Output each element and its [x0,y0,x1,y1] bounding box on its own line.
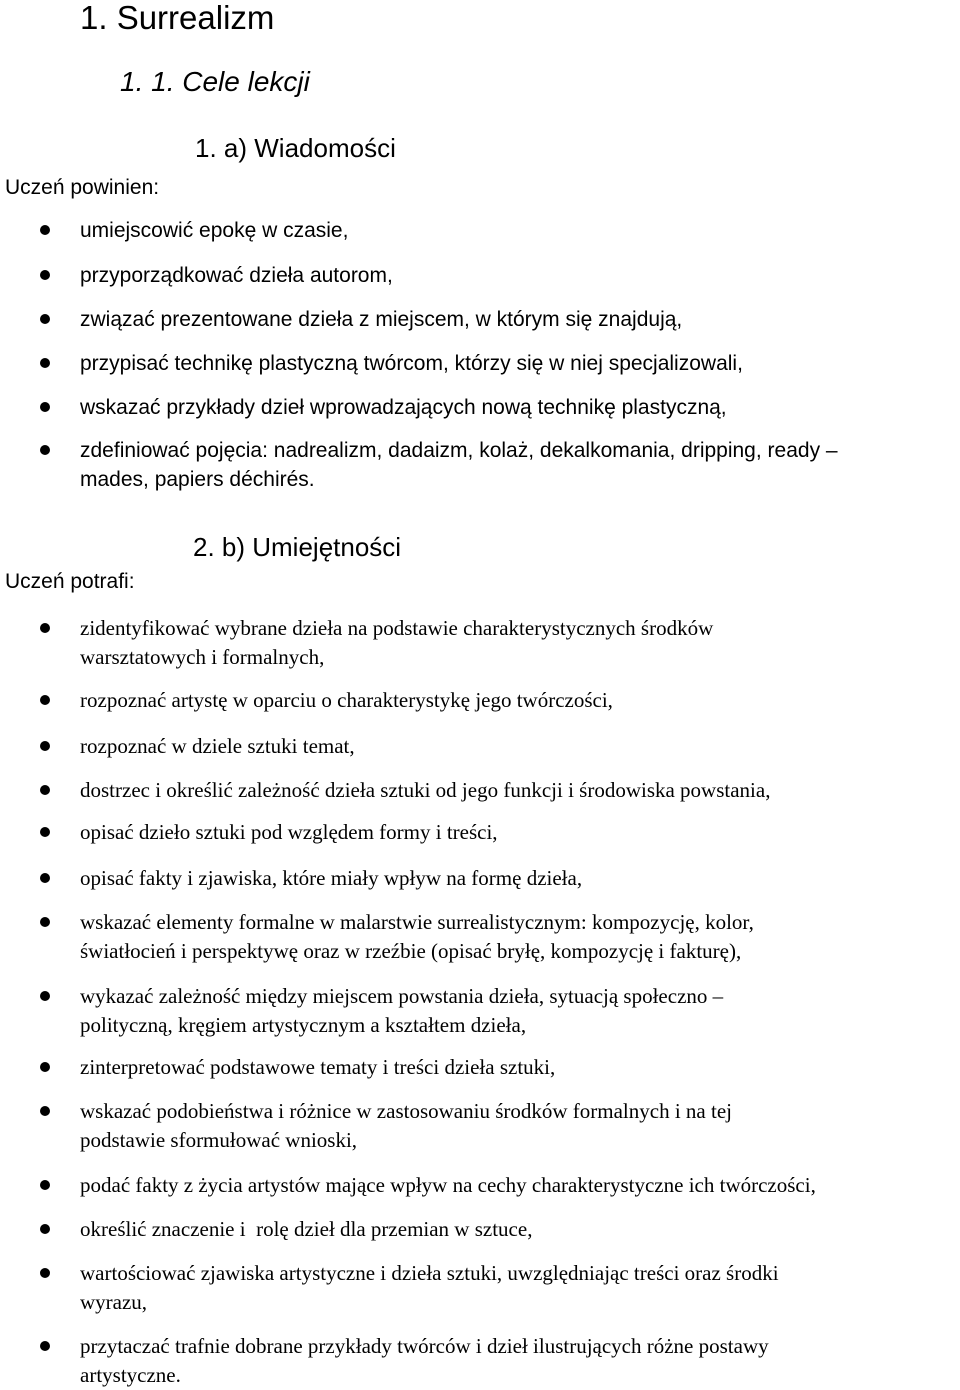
list-item-text: zdefiniować pojęcia: nadrealizm, dadaizm, kolaż, dekalkomania, dripping, ready – [80,439,838,462]
list-item-text: wyrazu, [80,1290,148,1314]
list-item-text: zinterpretować podstawowe tematy i treści dzieła sztuki, [80,1055,556,1079]
bullet-icon [40,1224,50,1234]
list-item-text: umiejscowić epokę w czasie, [80,219,349,242]
lesson-goals-subheading: 1. 1. Cele lekcji [120,66,310,97]
bullet-icon [40,623,50,633]
bullet-icon [40,991,50,1001]
list-item-text: podać fakty z życia artystów mające wpływ na cechy charakterystyczne ich twórczości, [80,1173,816,1197]
list-item-text: wskazać podobieństwa i różnice w zastosowaniu środków formalnych i na tej [80,1099,732,1123]
list-item-text: światłocień i perspektywę oraz w rzeźbie (opisać bryłę, kompozycję i fakturę), [80,939,742,963]
section-knowledge-intro: Uczeń powinien: [5,176,160,199]
document-heading: 1. Surrealizm [80,0,275,36]
bullet-icon [40,695,50,705]
bullet-icon [40,270,50,280]
list-item-text: zidentyfikować wybrane dzieła na podstawie charakterystycznych środków [80,616,714,640]
list-item-text: podstawie sformułować wnioski, [80,1128,358,1152]
list-item-text: polityczną, kręgiem artystycznym a kształtem dzieła, [80,1013,527,1037]
list-item-text: przyporządkować dzieła autorom, [80,264,393,287]
bullet-icon [40,741,50,751]
list-item-text: przytaczać trafnie dobrane przykłady twórców i dzieł ilustrujących różne postawy [80,1334,769,1358]
bullet-icon [40,1062,50,1072]
list-item-text: związać prezentowane dzieła z miejscem, w którym się znajdują, [80,308,683,331]
bullet-icon [40,445,50,455]
bullet-icon [40,1180,50,1190]
list-item-text: wskazać elementy formalne w malarstwie surrealistycznym: kompozycję, kolor, [80,910,754,934]
list-item-text: opisać fakty i zjawiska, które miały wpływ na formę dzieła, [80,866,583,890]
bullet-icon [40,873,50,883]
list-item-text: artystyczne. [80,1363,181,1387]
list-item-text: rozpoznać w dziele sztuki temat, [80,734,355,758]
list-item-text: wartościować zjawiska artystyczne i dzieła sztuki, uwzględniając treści oraz środki [80,1261,779,1285]
list-item-text: rozpoznać artystę w oparciu o charakterystykę jego twórczości, [80,688,613,712]
list-item-text: wykazać zależność między miejscem powstania dzieła, sytuacją społeczno – [80,984,724,1008]
list-item-text: mades, papiers déchirés. [80,468,315,491]
bullet-icon [40,314,50,324]
bullet-icon [40,225,50,235]
list-item-text: wskazać przykłady dzieł wprowadzających nową technikę plastyczną, [80,396,727,419]
bullet-icon [40,1341,50,1351]
bullet-icon [40,402,50,412]
list-item-text: opisać dzieło sztuki pod względem formy i treści, [80,820,498,844]
section-skills-title: 2. b) Umiejętności [193,532,402,562]
section-skills-intro: Uczeń potrafi: [5,570,135,593]
bullet-icon [40,1268,50,1278]
section-knowledge-title: 1. a) Wiadomości [195,133,396,163]
list-item-text: określić znaczenie i rolę dzieł dla przemian w sztuce, [80,1217,533,1241]
list-item-text: przypisać technikę plastyczną twórcom, którzy się w niej specjalizowali, [80,352,743,375]
bullet-icon [40,917,50,927]
list-item-text: dostrzec i określić zależność dzieła sztuki od jego funkcji i środowiska powstania, [80,778,771,802]
bullet-icon [40,358,50,368]
list-item-text: warsztatowych i formalnych, [80,645,325,669]
bullet-icon [40,785,50,795]
bullet-icon [40,827,50,837]
bullet-icon [40,1106,50,1116]
